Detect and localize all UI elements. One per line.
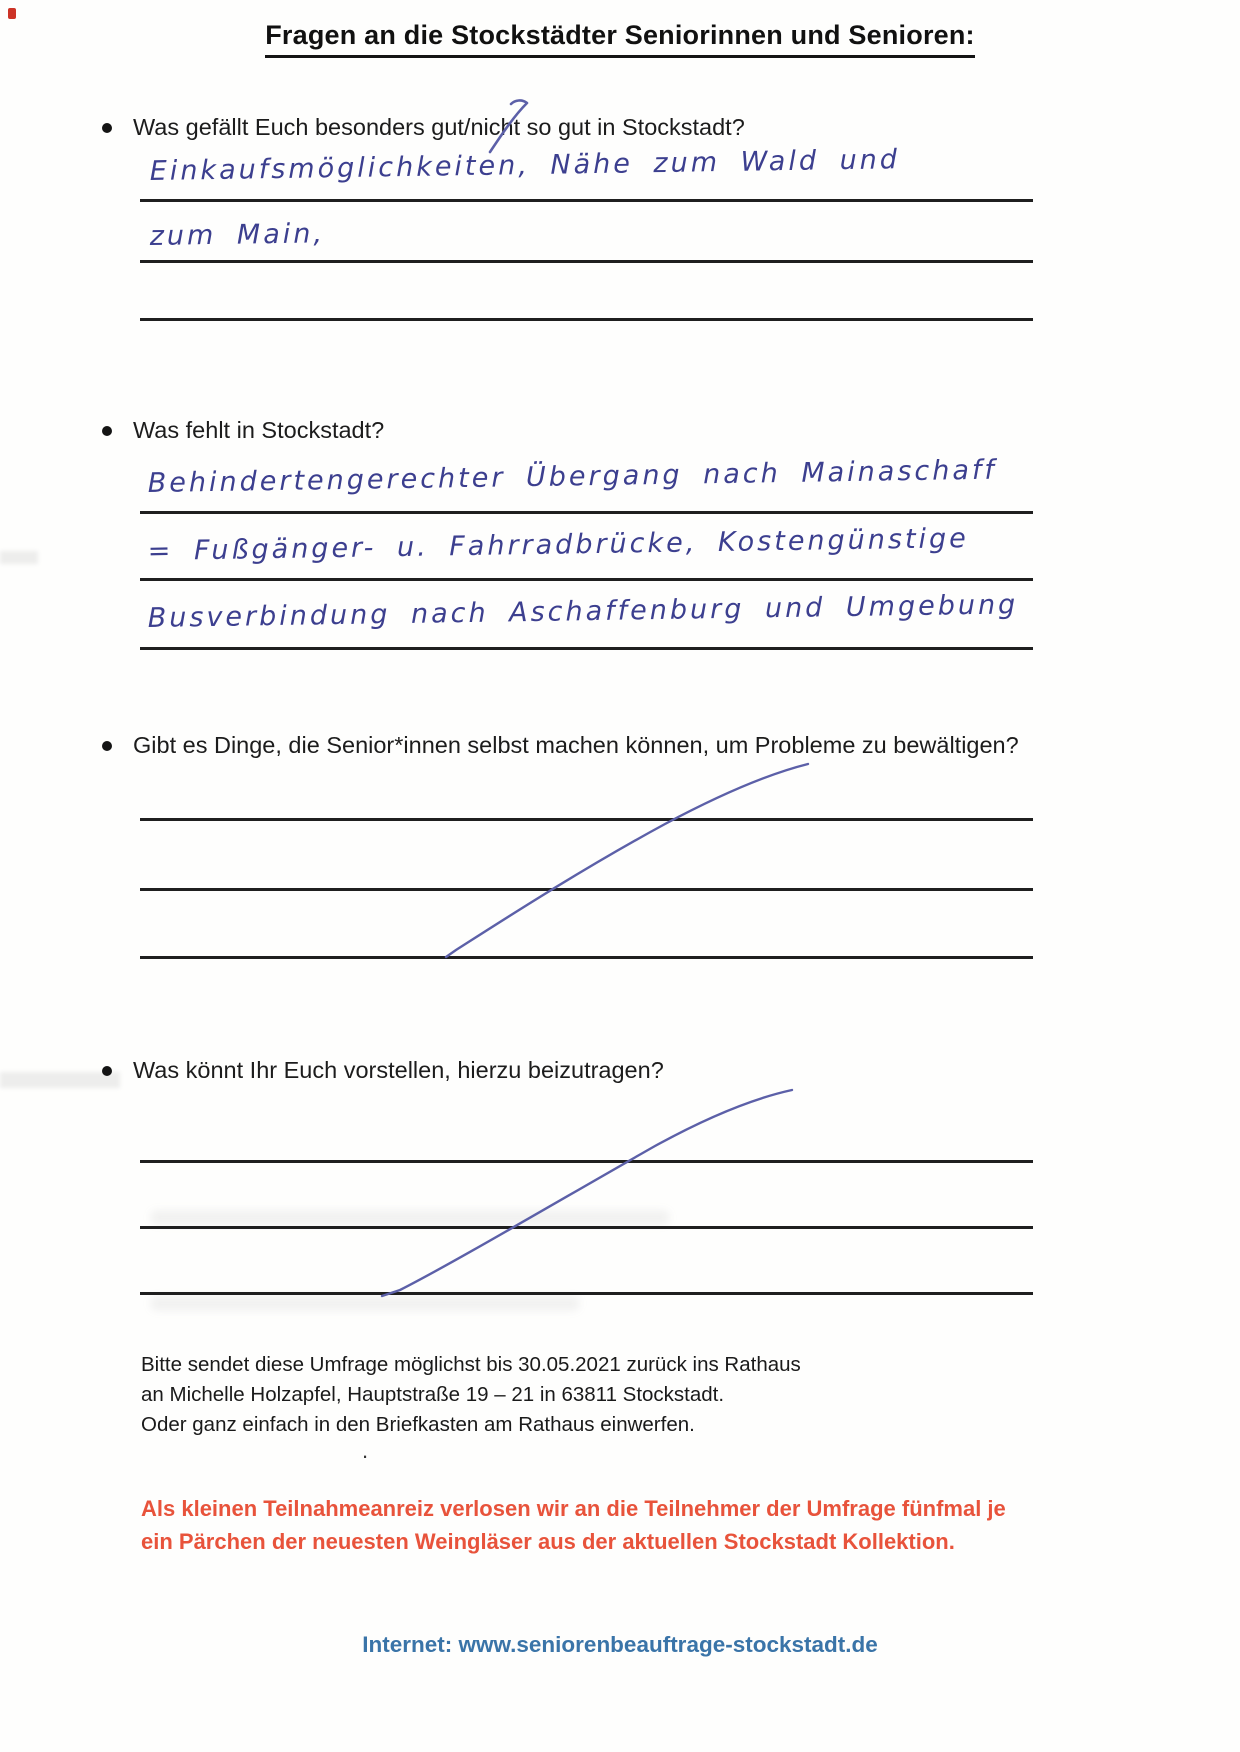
question-3-label: Gibt es Dinge, die Senior*innen selbst machen können, um Probleme zu bewältigen? [133, 732, 1019, 758]
return-instructions-line3: Oder ganz einfach in den Briefkasten am Rathaus einwerfen. [141, 1413, 695, 1436]
question-1-label: Was gefällt Euch besonders gut/nicht so gut in Stockstadt? [133, 114, 745, 140]
handwritten-answer-q2-line3: Busverbindung nach Aschaffenburg und Umgebung [147, 589, 1019, 634]
answer-rule [140, 1292, 1033, 1295]
scan-bleedthrough-smudge [150, 1210, 670, 1225]
scan-bleedthrough-smudge [150, 1296, 580, 1311]
answer-rule [140, 578, 1033, 581]
question-2 [102, 416, 384, 445]
return-instructions-line2: an Michelle Holzapfel, Hauptstraße 19 – 21 in 63811 Stockstadt. [141, 1383, 725, 1406]
question-4-label: Was könnt Ihr Euch vorstellen, hierzu beizutragen? [133, 1057, 664, 1083]
incentive-line2: ein Pärchen der neuesten Weingläser aus der aktuellen Stockstadt Kollektion. [141, 1529, 955, 1554]
q4-blank-slash-icon [382, 1090, 792, 1296]
answer-rule [140, 888, 1033, 891]
incentive-line1: Als kleinen Teilnahmeanreiz verlosen wir an die Teilnehmer der Umfrage fünfmal je [141, 1496, 1006, 1521]
return-instructions [141, 1350, 801, 1440]
answer-rule [140, 511, 1033, 514]
answer-rule [140, 647, 1033, 650]
handwritten-answer-q1-line2: zum Main, [149, 218, 326, 252]
answer-rule [140, 818, 1033, 821]
question-2-label: Was fehlt in Stockstadt? [133, 417, 385, 443]
answer-rule [140, 260, 1033, 263]
answer-rule [140, 318, 1033, 321]
answer-rule [140, 956, 1033, 959]
handwritten-answer-q2-line1: Behindertengerechter Übergang nach Mainaschaff [147, 454, 998, 499]
answer-rule [140, 1160, 1033, 1163]
scan-artifact-streak [0, 551, 38, 564]
question-1 [102, 113, 745, 142]
internet-address: Internet: www.seniorenbeauftrage-stockstadt.de [362, 1632, 878, 1657]
handwritten-answer-q2-line2: = Fußgänger- u. Fahrradbrücke, Kostengünstige [147, 523, 970, 567]
bullet-icon [102, 741, 112, 751]
incentive-notice [141, 1492, 1006, 1558]
stray-dot: . [362, 1438, 369, 1463]
return-instructions-line1: Bitte sendet diese Umfrage möglichst bis 30.05.2021 zurück ins Rathaus [141, 1353, 801, 1376]
q3-blank-slash-icon [446, 764, 808, 957]
page-title [0, 20, 1240, 58]
answer-rule [140, 1226, 1033, 1229]
handwritten-answer-q1-line1: Einkaufsmöglichkeiten, Nähe zum Wald und [149, 144, 901, 187]
answer-rule [140, 199, 1033, 202]
question-4 [102, 1056, 664, 1085]
scan-artifact-red-dot [8, 8, 16, 19]
bullet-icon [102, 123, 112, 133]
page-title-text: Fragen an die Stockstädter Seniorinnen und Senioren: [265, 20, 975, 58]
bullet-icon [102, 1066, 112, 1076]
bullet-icon [102, 426, 112, 436]
question-3 [102, 731, 1019, 760]
